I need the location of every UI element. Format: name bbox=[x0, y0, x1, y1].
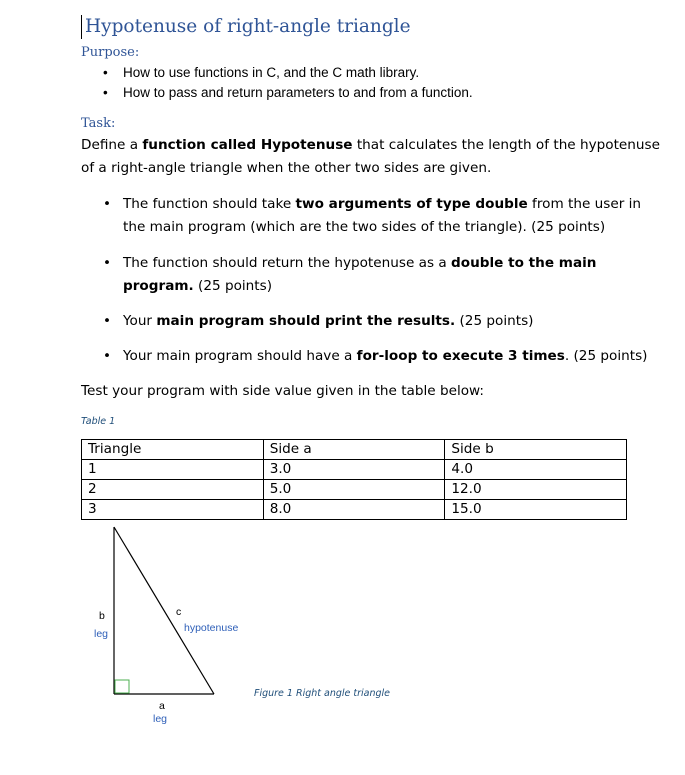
table-cell: 8.0 bbox=[263, 500, 445, 520]
label-a: a bbox=[159, 700, 165, 712]
table-cell: 12.0 bbox=[445, 480, 627, 500]
table-caption: Table 1 bbox=[81, 416, 116, 427]
task-bullet-2: The function should return the hypotenuse as a double to the main program. (25 points) bbox=[123, 255, 597, 294]
table-cell: 4.0 bbox=[445, 460, 627, 480]
task-bullet-4: Your main program should have a for-loop to execute 3 times. (25 points) bbox=[123, 348, 648, 364]
table-header-cell: Triangle bbox=[82, 440, 264, 460]
task-intro: Define a function called Hypotenuse that calculates the length of the hypotenuse of a right-angle triangle when the other two sides are given. bbox=[81, 137, 660, 176]
test-instruction: Test your program with side value given in the table below: bbox=[81, 383, 484, 399]
table-header-cell: Side a bbox=[263, 440, 445, 460]
task-bullet-1: The function should take two arguments of type double from the user in the main program (which are the two sides of the triangle). (25 points) bbox=[123, 196, 642, 235]
figure-caption: Figure 1 Right angle triangle bbox=[254, 688, 391, 699]
label-a-leg: leg bbox=[153, 713, 168, 725]
table-cell: 1 bbox=[82, 460, 264, 480]
bullet-icon: • bbox=[103, 196, 112, 212]
right-angle-marker bbox=[115, 680, 129, 693]
table-cell: 5.0 bbox=[263, 480, 445, 500]
table-cell: 15.0 bbox=[445, 500, 627, 520]
list-item: • How to use functions in C, and the C math library. bbox=[103, 65, 420, 80]
page-title: Hypotenuse of right-angle triangle bbox=[81, 15, 411, 39]
bullet-icon: • bbox=[103, 255, 112, 271]
triangle-hypotenuse bbox=[114, 527, 214, 694]
label-b: b bbox=[99, 610, 105, 622]
table-cell: 3.0 bbox=[263, 460, 445, 480]
table-cell: 2 bbox=[82, 480, 264, 500]
label-b-leg: leg bbox=[94, 628, 109, 640]
bullet-icon: • bbox=[103, 65, 108, 80]
table-header-cell: Side b bbox=[445, 440, 627, 460]
table-cell: 3 bbox=[82, 500, 264, 520]
list-item: • How to pass and return parameters to and from a function. bbox=[103, 85, 473, 100]
label-c: c bbox=[176, 606, 182, 618]
task-bullet-3: Your main program should print the results. (25 points) bbox=[123, 313, 534, 329]
purpose-heading: Purpose: bbox=[81, 45, 140, 60]
bullet-icon: • bbox=[103, 313, 112, 329]
task-heading: Task: bbox=[81, 116, 116, 131]
label-hypotenuse: hypotenuse bbox=[184, 622, 239, 634]
bullet-icon: • bbox=[103, 85, 108, 100]
bullet-icon: • bbox=[103, 348, 112, 364]
